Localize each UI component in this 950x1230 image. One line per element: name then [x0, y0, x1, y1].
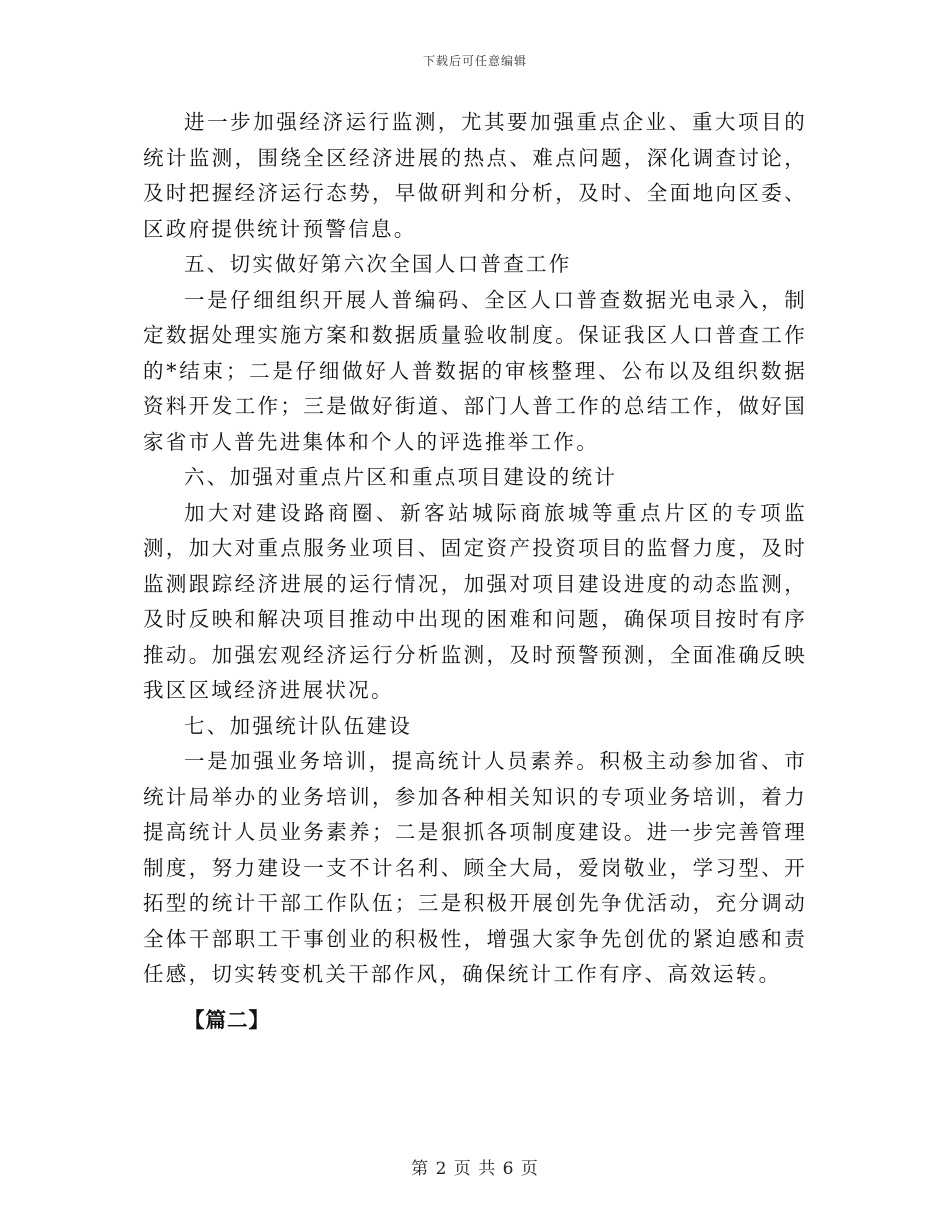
section-heading-team-building: 七、加强统计队伍建设 [184, 713, 412, 738]
page-header: 下载后可任意编辑 [422, 54, 527, 68]
paragraph-census: 一是仔细组织开展人普编码、全区人口普查数据光电录入，制定数据处理实施方案和数据质量验收制度。保证我区人口普查工作的*结束；二是仔细做好人普数据的审核整理、公布以及组织数据资料开发工作；三是做好街道、部门人普工作的总结工作，做好国家省市人普先进集体和个人的评选推举工作。 [143, 287, 807, 454]
section-heading-census: 五、切实做好第六次全国人口普查工作 [184, 252, 572, 276]
section-label-part-two: 【篇二】 [184, 1007, 270, 1032]
section-heading-key-projects: 六、加强对重点片区和重点项目建设的统计 [184, 465, 618, 489]
document-body [143, 105, 807, 1038]
paragraph-economic-monitoring: 进一步加强经济运行监测，尤其要加强重点企业、重大项目的统计监测，围绕全区经济进展的热点、难点问题，深化调查讨论，及时把握经济运行态势，早做研判和分析，及时、全面地向区委、区政府提供统计预警信息。 [143, 110, 807, 241]
paragraph-team-building: 一是加强业务培训，提高统计人员素养。积极主动参加省、市统计局举办的业务培训，参加各种相关知识的专项业务培训，着力提高统计人员业务素养；二是狠抓各项制度建设。进一步完善管理制度，努力建设一支不计名利、顾全大局，爱岗敬业，学习型、开拓型的统计干部工作队伍；三是积极开展创先争优活动，充分调动全体干部职工干事创业的积极性，增强大家争先创优的紧迫感和责任感，切实转变机关干部作风，确保统计工作有序、高效运转。 [143, 749, 807, 986]
page-number: 第 2 页 共 6 页 [411, 1159, 539, 1179]
paragraph-key-projects: 加大对建设路商圈、新客站城际商旅城等重点片区的专项监测，加大对重点服务业项目、固定资产投资项目的监督力度，及时监测跟踪经济进展的运行情况，加强对项目建设进度的动态监测，及时反映和解决项目推动中出现的困难和问题，确保项目按时有序推动。加强宏观经济运行分析监测，及时预警预测，全面准确反映我区区域经济进展状况。 [143, 500, 807, 702]
